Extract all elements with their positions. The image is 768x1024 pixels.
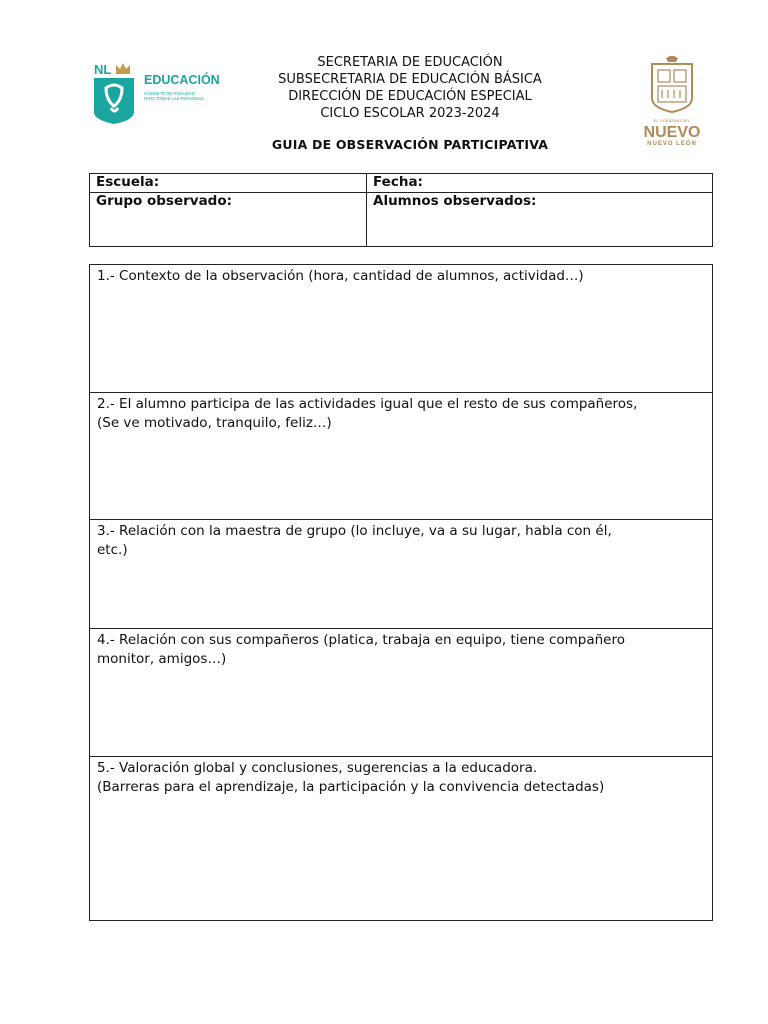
crown-icon [116, 63, 130, 74]
section-prompt-continued: etc.) [97, 542, 128, 558]
section-valoracion[interactable] [90, 757, 713, 921]
logo-mark: NL [94, 62, 112, 77]
section-prompt: 3.- Relación con la maestra de grupo (lo incluye, va a su lugar, habla con él, [97, 523, 612, 539]
logo-nuevo-leon-label: NUEVO LEÓN [647, 141, 697, 147]
section-prompt-continued: (Se ve motivado, tranquilo, feliz…) [97, 415, 332, 431]
logo-tagline-2: PARA TODAS LAS PERSONAS [144, 96, 204, 101]
logo-title: EDUCACIÓN [144, 73, 220, 87]
section-prompt: 1.- Contexto de la observación (hora, cantidad de alumnos, actividad…) [97, 268, 584, 284]
header-line-subsecretaria: SUBSECRETARIA DE EDUCACIÓN BÁSICA [278, 72, 542, 87]
grupo-observado-field[interactable]: Grupo observado: [90, 193, 367, 247]
section-prompt-continued: monitor, amigos…) [97, 651, 227, 667]
nl-educacion-logo [92, 60, 232, 126]
section-prompt: 4.- Relación con sus compañeros (platica, trabaja en equipo, tiene compañero [97, 632, 625, 648]
header-line-ciclo: CICLO ESCOLAR 2023-2024 [320, 106, 500, 121]
section-relacion-maestra[interactable] [90, 520, 713, 629]
header-line-secretaria: SECRETARIA DE EDUCACIÓN [317, 55, 503, 70]
nuevo-leon-logo [636, 56, 708, 148]
fecha-field[interactable]: Fecha: [367, 174, 713, 193]
section-relacion-companeros[interactable] [90, 629, 713, 757]
alumnos-observados-field[interactable]: Alumnos observados: [367, 193, 713, 247]
shield-crown-icon [94, 78, 134, 124]
info-table [89, 173, 713, 247]
section-prompt: 2.- El alumno participa de las actividades igual que el resto de sus compañeros, [97, 396, 638, 412]
header-line-direccion: DIRECCIÓN DE EDUCACIÓN ESPECIAL [288, 89, 532, 104]
section-prompt: 5.- Valoración global y conclusiones, sugerencias a la educadora. [97, 760, 538, 776]
logo-nuevo-label: NUEVO [643, 124, 701, 141]
logo-tagline-1: GABINETE DE IGUALDAD [144, 91, 195, 96]
section-participacion[interactable] [90, 393, 713, 520]
header [250, 54, 570, 122]
section-prompt-continued: (Barreras para el aprendizaje, la participación y la convivencia detectadas) [97, 779, 605, 795]
escuela-field[interactable]: Escuela: [90, 174, 367, 193]
logo-gobierno-label: EL GOBIERNO DEL [653, 118, 691, 123]
document-title: GUIA DE OBSERVACIÓN PARTICIPATIVA [271, 137, 549, 152]
observation-table [89, 264, 713, 921]
state-coat-of-arms-icon [652, 56, 692, 112]
section-contexto[interactable] [90, 265, 713, 393]
